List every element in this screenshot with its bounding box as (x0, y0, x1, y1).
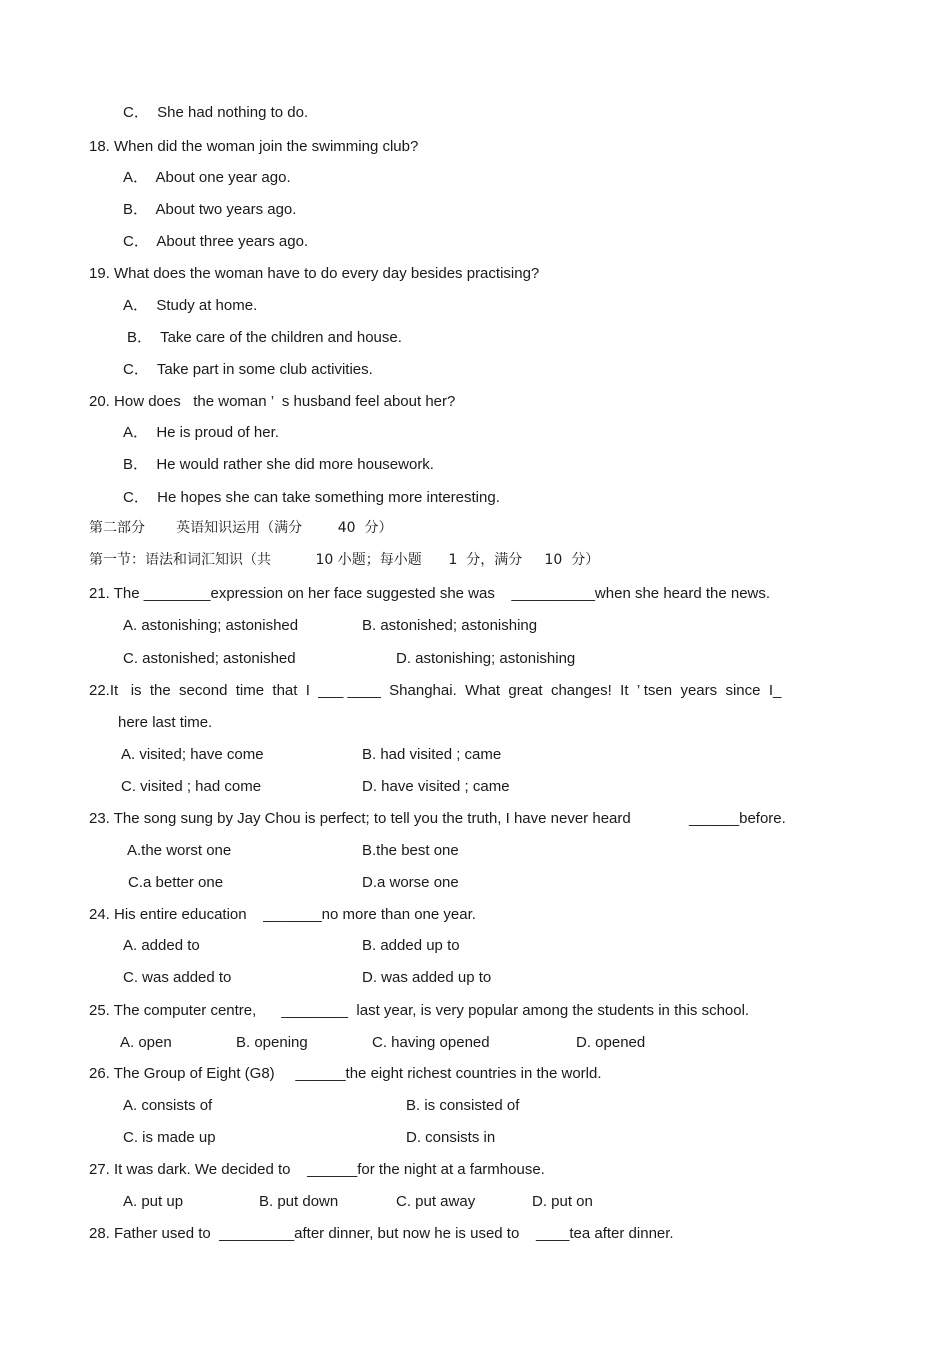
q27-option-b: B. put down (259, 1193, 339, 1210)
question-28: 28. Father used to _________after dinner, but now he is used to ____tea after dinner. (89, 1225, 674, 1242)
q27-option-d: D. put on (532, 1193, 593, 1210)
q26-option-d: D. consists in (406, 1129, 496, 1146)
q24-option-d: D. was added up to (362, 969, 492, 986)
q25-option-d: D. opened (576, 1034, 646, 1051)
question-19: 19. What does the woman have to do every day besides practising? (89, 265, 540, 282)
question-23: 23. The song sung by Jay Chou is perfect; to tell you the truth, I have never heard ______before. (89, 810, 786, 827)
question-24: 24. His entire education _______no more than one year. (89, 906, 476, 923)
q26-option-b: B. is consisted of (406, 1097, 520, 1114)
q21-option-d: D. astonishing; astonishing (396, 650, 576, 667)
question-21: 21. The ________expression on her face suggested she was __________when she heard the news. (89, 585, 771, 602)
q17-option-c: C． She had nothing to do. (123, 104, 309, 121)
q22-option-b: B. had visited ; came (362, 746, 502, 763)
question-22-cont: here last time. (118, 714, 213, 731)
q26-option-c: C. is made up (123, 1129, 216, 1146)
q24-option-a: A. added to (123, 937, 200, 954)
q21-option-c: C. astonished; astonished (123, 650, 296, 667)
q18-option-b: B． About two years ago. (123, 201, 297, 218)
q18-option-c: C． About three years ago. (123, 233, 309, 250)
q27-option-c: C. put away (396, 1193, 476, 1210)
q22-option-d: D. have visited ; came (362, 778, 510, 795)
q20-option-a: A． He is proud of her. (123, 424, 279, 441)
question-22: 22.It is the second time that I ___ ____ Shanghai. What great changes! It ’ tsen years since I_ (89, 682, 782, 699)
question-25: 25. The computer centre, ________ last year, is very popular among the students in this school. (89, 1002, 750, 1019)
q23-option-a: A.the worst one (127, 842, 232, 859)
question-27: 27. It was dark. We decided to ______for the night at a farmhouse. (89, 1161, 545, 1178)
q26-option-a: A. consists of (123, 1097, 213, 1114)
q24-option-b: B. added up to (362, 937, 460, 954)
q25-option-a: A. open (120, 1034, 172, 1051)
q20-option-c: C． He hopes she can take something more interesting. (123, 489, 500, 506)
q19-option-b: B． Take care of the children and house. (127, 329, 402, 346)
q22-option-c: C. visited ; had come (121, 778, 262, 795)
q19-option-c: C． Take part in some club activities. (123, 361, 373, 378)
q23-option-b: B.the best one (362, 842, 459, 859)
q21-option-b: B. astonished; astonishing (362, 617, 538, 634)
q22-option-a: A. visited; have come (121, 746, 264, 763)
q19-option-a: A． Study at home. (123, 297, 258, 314)
q24-option-c: C. was added to (123, 969, 232, 986)
section-heading-part1: 第一节：语法和词汇知识（共 10 小题；每小题 1 分，满分 10 分） (89, 552, 600, 568)
q21-option-a: A. astonishing; astonished (123, 617, 299, 634)
section-heading-part2: 第二部分 英语知识运用（满分 40 分） (89, 520, 393, 536)
q23-option-c: C.a better one (128, 874, 224, 891)
q23-option-d: D.a worse one (362, 874, 459, 891)
q27-option-a: A. put up (123, 1193, 184, 1210)
question-26: 26. The Group of Eight (G8) ______the eight richest countries in the world. (89, 1065, 602, 1082)
q25-option-c: C. having opened (372, 1034, 490, 1051)
question-18: 18. When did the woman join the swimming club? (89, 138, 419, 155)
q25-option-b: B. opening (236, 1034, 308, 1051)
q20-option-b: B． He would rather she did more housework. (123, 456, 434, 473)
q18-option-a: A． About one year ago. (123, 169, 291, 186)
question-20: 20. How does the woman ’ s husband feel about her? (89, 393, 456, 410)
